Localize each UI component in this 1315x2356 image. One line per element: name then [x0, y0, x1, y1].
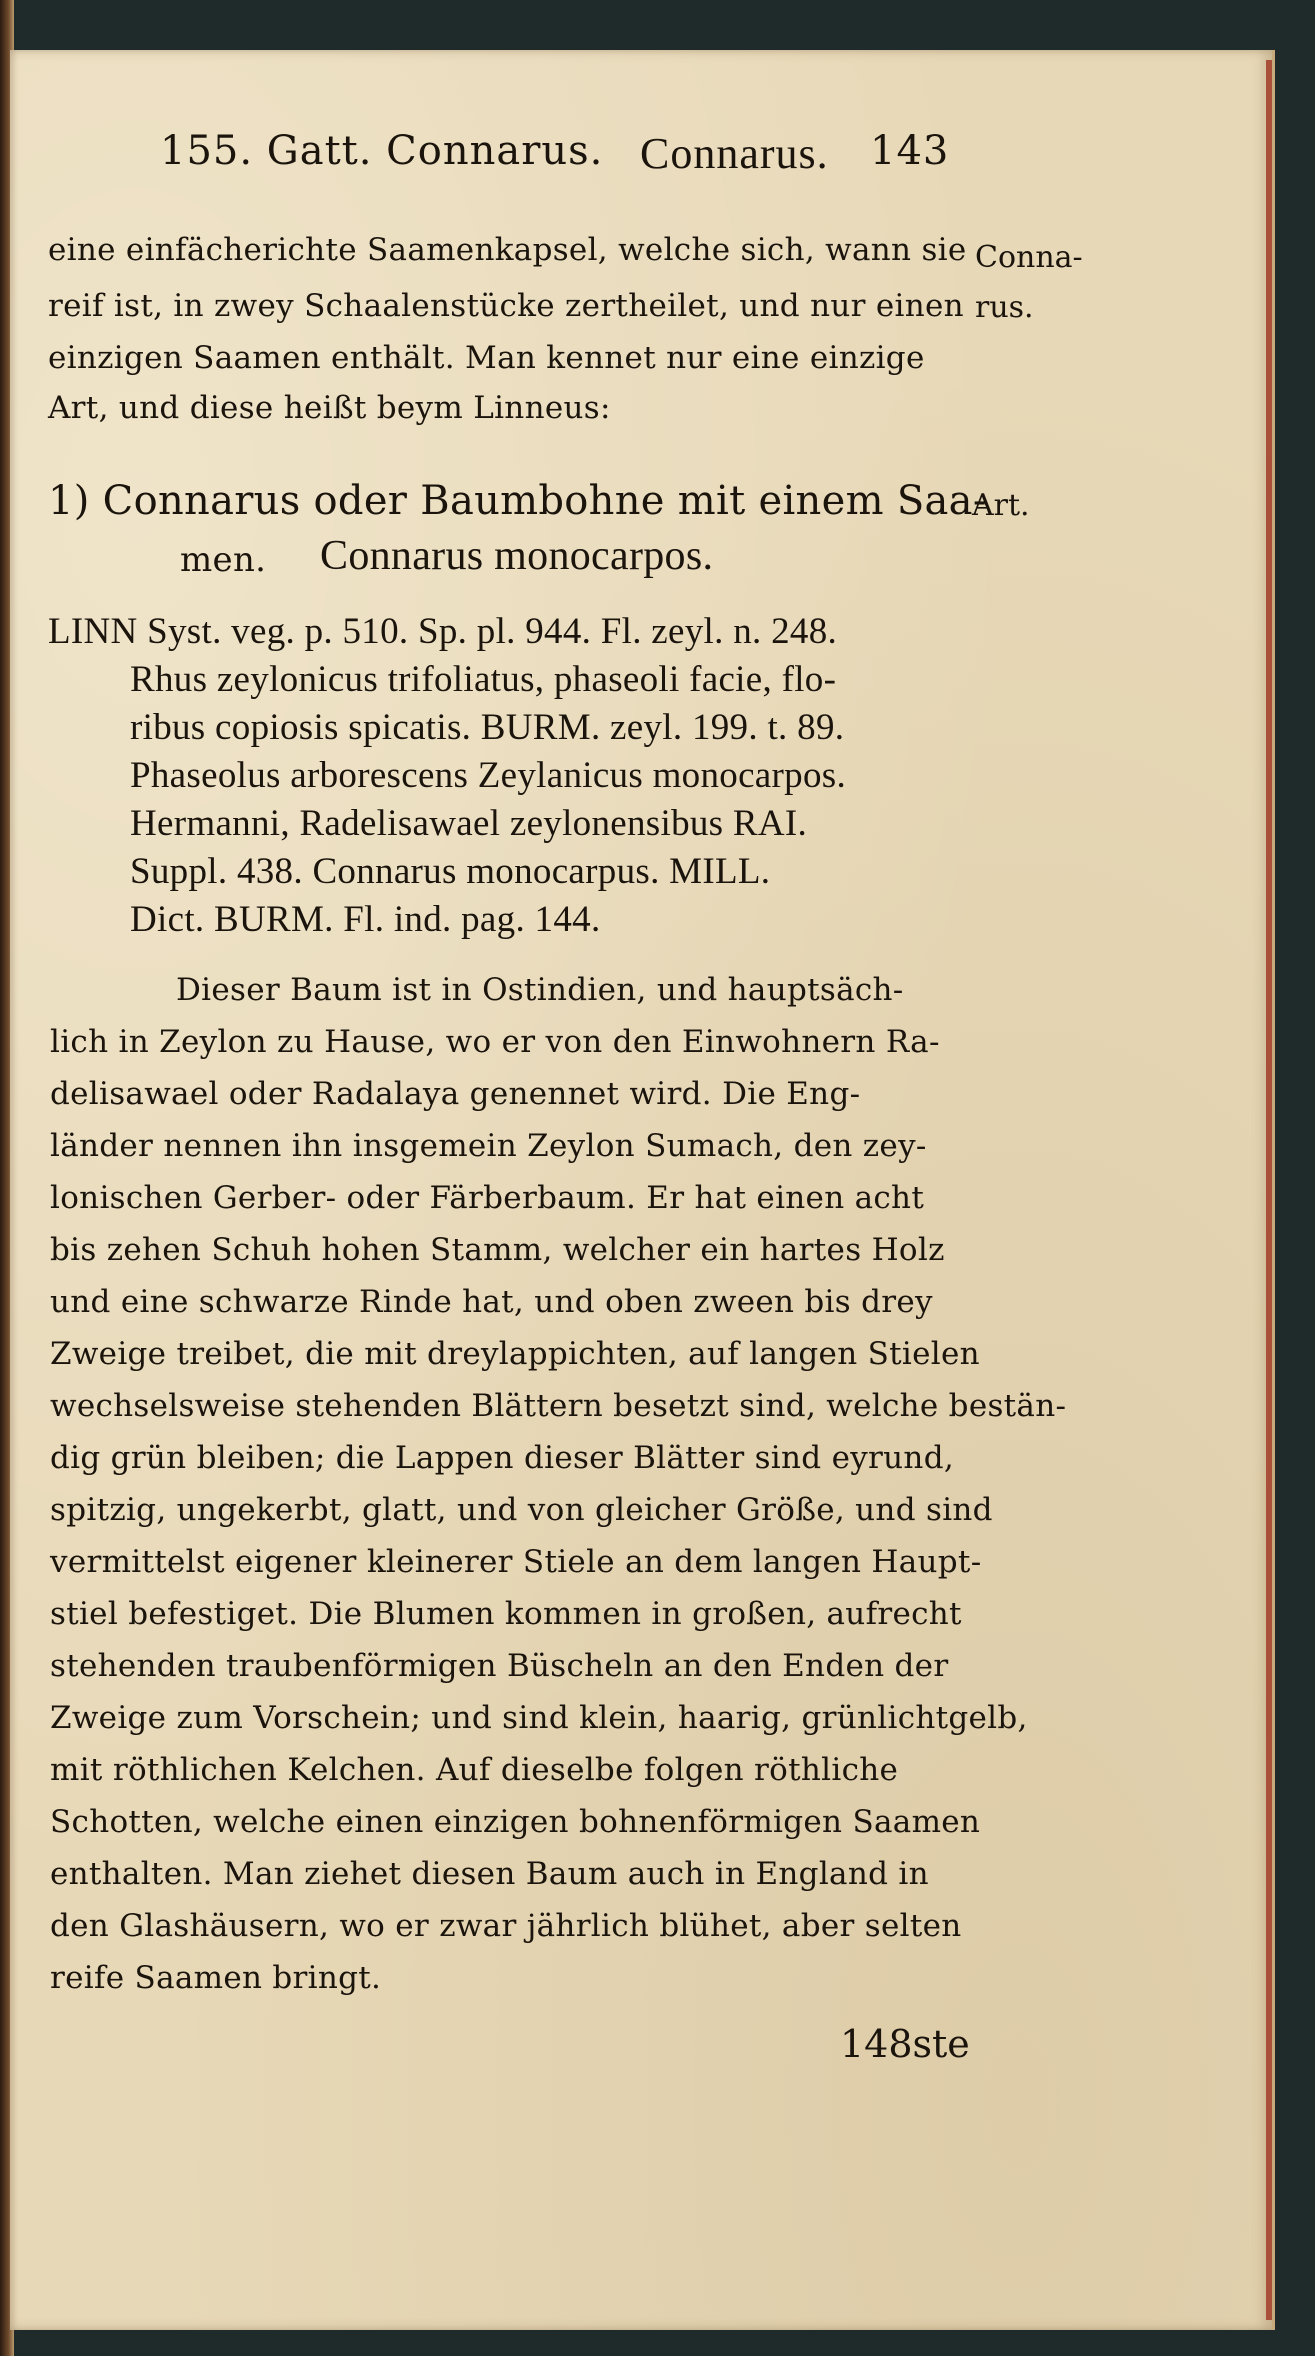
- intro-line: einzigen Saamen enthält. Man kennet nur eine einzige: [48, 340, 925, 376]
- body-line: delisawael oder Radalaya genennet wird. Die Eng-: [50, 1076, 861, 1112]
- body-line: vermittelst eigener kleinerer Stiele an dem langen Haupt-: [50, 1544, 982, 1580]
- body-line: stehenden traubenförmigen Büscheln an den Enden der: [50, 1648, 949, 1684]
- page-red-edge: [1266, 60, 1272, 2320]
- intro-line: Art, und diese heißt beym Linneus:: [48, 390, 611, 426]
- header-genus-latin: Connarus.: [640, 129, 829, 178]
- body-line: spitzig, ungekerbt, glatt, und von gleicher Größe, und sind: [50, 1492, 993, 1528]
- body-line: reife Saamen bringt.: [50, 1960, 382, 1996]
- body-line: Zweige zum Vorschein; und sind klein, haarig, grünlichtgelb,: [50, 1700, 1028, 1736]
- synonymy-line: Rhus zeylonicus trifoliatus, phaseoli facie, flo-: [130, 659, 837, 700]
- body-line: lonischen Gerber- oder Färberbaum. Er hat einen acht: [50, 1180, 925, 1216]
- body-line: bis zehen Schuh hohen Stamm, welcher ein hartes Holz: [50, 1232, 945, 1268]
- synonymy-line: Dict. BURM. Fl. ind. pag. 144.: [130, 899, 601, 940]
- body-line: dig grün bleiben; die Lappen dieser Blätter sind eyrund,: [50, 1440, 954, 1476]
- running-header: [160, 128, 950, 188]
- body-line: den Glashäusern, wo er zwar jährlich blühet, aber selten: [50, 1908, 962, 1944]
- header-genus-number: 155. Gatt. Connarus.: [160, 128, 604, 174]
- body-line: Dieser Baum ist in Ostindien, und hauptsäch-: [176, 972, 904, 1008]
- synonymy-line: ribus copiosis spicatis. BURM. zeyl. 199. t. 89.: [130, 707, 845, 748]
- page-number: 143: [870, 128, 950, 174]
- body-line: lich in Zeylon zu Hause, wo er von den Einwohnern Ra-: [50, 1024, 940, 1060]
- synonymy-line: Phaseolus arborescens Zeylanicus monocarpos.: [130, 755, 847, 796]
- synonymy-line: Hermanni, Radelisawael zeylonensibus RAI.: [130, 803, 808, 844]
- intro-line: reif ist, in zwey Schaalenstücke zertheilet, und nur einen: [48, 288, 964, 324]
- body-line: Zweige treibet, die mit dreylappichten, auf langen Stielen: [50, 1336, 980, 1372]
- species-line-2-german: men.: [180, 540, 267, 580]
- margin-note-art: Art.: [972, 488, 1030, 523]
- species-line-1: 1) Connarus oder Baumbohne mit einem Saa-: [48, 478, 987, 524]
- margin-note-genus-1: Conna-: [975, 240, 1083, 275]
- body-line: länder nennen ihn insgemein Zeylon Sumach, den zey-: [50, 1128, 927, 1164]
- catchword: 148ste: [840, 2022, 970, 2066]
- body-line: mit röthlichen Kelchen. Auf dieselbe folgen röthliche: [50, 1752, 899, 1788]
- body-line: wechselsweise stehenden Blättern besetzt sind, welche bestän-: [50, 1388, 1067, 1424]
- margin-note-genus-2: rus.: [975, 290, 1034, 325]
- body-line: enthalten. Man ziehet diesen Baum auch in England in: [50, 1856, 929, 1892]
- intro-line: eine einfächerichte Saamenkapsel, welche sich, wann sie: [48, 232, 967, 268]
- synonymy-line: Suppl. 438. Connarus monocarpus. MILL.: [130, 851, 771, 892]
- body-line: stiel befestiget. Die Blumen kommen in großen, aufrecht: [50, 1596, 962, 1632]
- body-line: und eine schwarze Rinde hat, und oben zween bis drey: [50, 1284, 933, 1320]
- synonymy-line: LINN Syst. veg. p. 510. Sp. pl. 944. Fl. zeyl. n. 248.: [48, 611, 838, 652]
- body-line: Schotten, welche einen einzigen bohnenförmigen Saamen: [50, 1804, 981, 1840]
- species-line-2-latin: Connarus monocarpos.: [320, 533, 714, 579]
